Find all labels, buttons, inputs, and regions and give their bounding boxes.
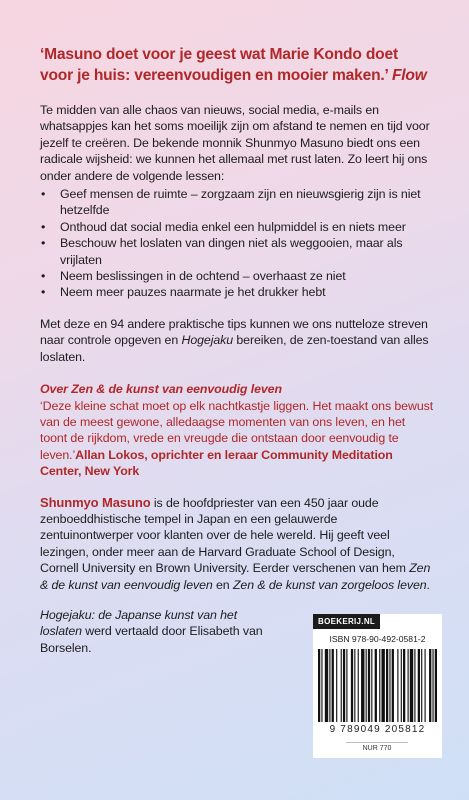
author-book-2: Zen & de kunst van zorgeloos leven [232,577,427,592]
back-cover-text [40,44,434,656]
publisher-badge: BOEKERIJ.NL [313,614,380,629]
barcode-number: 9 789049 205812 [329,724,426,735]
author-book-1: Zen & de kunst van eenvoudig leven [40,561,431,592]
review-quote [40,398,434,480]
tips-term: Hogejaku [181,333,234,348]
translation-credit [40,607,270,656]
barcode-image [318,649,437,722]
review-quote-text: ‘Deze kleine schat moet op elk nachtkastje liggen. Het maakt ons bewust van de meest gewone, alledaagse momenten van ons leven, en het toont de rijkdom, vrede en vreugde die ontstaan door eenvoudig te leven.’ [40,398,434,462]
press-quote-source: Flow [391,67,427,84]
review-heading [40,381,434,397]
press-quote-text: ‘Masuno doet voor je geest wat Marie Kondo doet voor je huis: vereenvoudigen en mooier maken.’ [40,46,398,84]
author-bio-text-1: is de hoofdpriester van een 450 jaar oude zenboeddhistische tempel in Japan en een gelauwerde zentuinontwerper voor klanten over de hele wereld. Hij geeft veel lezingen, onder meer aan de Harvard Graduate School of Design, Cornell University en Brown University. Eerder verschenen van hem [40,495,410,576]
tips-text-before: Met deze en 94 andere praktische tips kunnen we ons nutteloze streven naar controle opgeven en [40,316,428,348]
list-item: • Onthoud dat social media enkel een hulpmiddel is en niets meer [40,219,434,235]
review-heading-prefix: Over [40,382,72,397]
author-bio-text-3: . [426,577,430,592]
tips-text-after: bereiken, de zen-toestand van alles loslaten. [40,333,429,364]
translator-credit: werd vertaald door Elisabeth van Borselen. [40,624,263,655]
book-title: Hogejaku: de Japanse kunst van het loslaten [40,607,238,639]
author-bio [40,495,434,593]
author-bio-text-2: en [212,577,233,592]
intro-paragraph: Te midden van alle chaos van nieuws, social media, e-mails en whatsappjes kan het soms moeilijk zijn om afstand te nemen en tijd voor jezelf te creëren. De bekende monnik Shunmyo Masuno biedt ons een radicale wijsheid: we kunnen het allemaal met rust laten. Zo leert hij ons onder andere de volgende lessen: [40,103,430,183]
list-item: • Neem meer pauzes naarmate je het drukker hebt [40,284,434,300]
nur-code: NUR 770 [346,742,408,752]
press-quote [40,44,434,86]
isbn-label: ISBN 978-90-492-0581-2 [329,634,426,644]
review-heading-title: Zen & de kunst van eenvoudig leven [71,382,282,397]
list-item: • Geef mensen de ruimte – zorgzaam zijn en nieuwsgierig zijn is niet hetzelfde [40,186,434,219]
review-byline: Allan Lokos, oprichter en leraar Community Meditation Center, New York [40,447,393,479]
list-item: • Beschouw het loslaten van dingen niet als weggooien, maar als vrijlaten [40,235,434,268]
review-block [40,381,434,479]
tips-paragraph [40,316,434,365]
list-item: • Neem beslissingen in de ochtend – overhaast ze niet [40,268,434,284]
lessons-list [40,186,434,301]
author-name: Shunmyo Masuno [40,494,151,510]
